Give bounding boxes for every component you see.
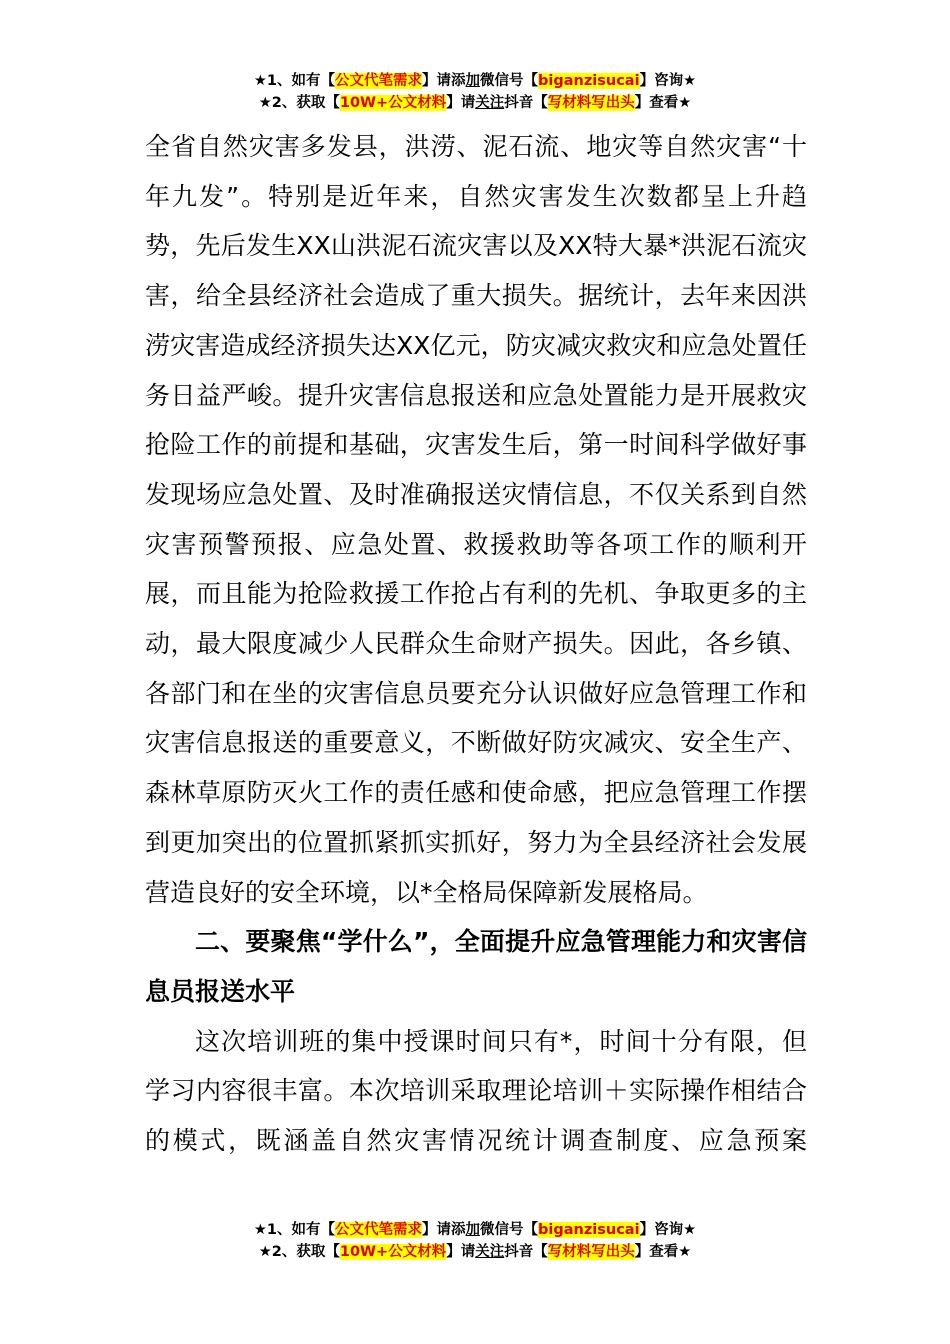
banner-text: 微信号【 <box>480 1222 539 1238</box>
banner-highlight: 公文代笔需求 <box>335 1222 423 1238</box>
document-body <box>145 122 807 1166</box>
body-paragraph: 这次培训班的集中授课时间只有*，时间十分有限，但学习内容很丰富。本次培训采取理论培训＋实际操作相结合的模式，既涵盖自然灾害情况统计调查制度、应急预案 <box>145 1026 807 1156</box>
banner-text: 抖音【 <box>504 1244 548 1260</box>
banner-text: ★2、获取【 <box>258 95 340 111</box>
banner-text: ★1、如有【 <box>253 73 336 89</box>
banner-text: 】请 <box>446 95 476 111</box>
section-heading: 二、要聚焦“学什么”，全面提升应急管理能力和灾害信息员报送水平 <box>145 927 807 1006</box>
banner-text: ★1、如有【 <box>253 1222 336 1238</box>
banner-highlight: 10W+公文材料 <box>339 95 447 111</box>
banner-underline: 关注 <box>475 95 505 111</box>
header-banner <box>0 70 950 114</box>
banner-line-1 <box>0 70 950 92</box>
body-paragraph: 全省自然灾害多发县，洪涝、泥石流、地灾等自然灾害“十年九发”。特别是近年来，自然灾害发生次数都呈上升趋势，先后发生XX山洪泥石流灾害以及XX特大暴*洪泥石流灾害，给全县经济社会造成了重大损失。据统计，去年来因洪涝灾害造成经济损失达XX亿元，防灾减灾救灾和应急处置任务日益严峻。提升灾害信息报送和应急处置能力是开展救灾抢险工作的前提和基础，灾害发生后，第一时间科学做好事发现场应急处置、及时准确报送灾情信息，不仅关系到自然灾害预警预报、应急处置、救援救助等各项工作的顺利开展，而且能为抢险救援工作抢占有利的先机、争取更多的主动，最大限度减少人民群众生命财产损失。因此，各乡镇、各部门和在坐的灾害信息员要充分认识做好应急管理工作和灾害信息报送的重要意义，不断做好防灾减灾、安全生产、森林草原防灭火工作的责任感和使命感，把应急管理工作摆到更加突出的位置抓紧抓实抓好，努力为全县经济社会发展营造良好的安全环境，以*全格局保障新发展格局。 <box>145 132 807 907</box>
banner-douyin-id: 写材料写出头 <box>547 95 635 111</box>
banner-text: ★2、获取【 <box>258 1244 340 1260</box>
banner-highlight: 公文代笔需求 <box>335 73 423 89</box>
banner-text: 】查看★ <box>634 1244 692 1260</box>
banner-wechat-id: biganzisucai <box>538 1222 640 1238</box>
banner-text: 】请添 <box>422 1222 466 1238</box>
footer-banner <box>0 1219 950 1263</box>
banner-text: 】查看★ <box>634 95 692 111</box>
banner-wechat-id: biganzisucai <box>538 73 640 89</box>
banner-underline: 加 <box>465 1222 481 1238</box>
banner-line-1 <box>0 1219 950 1241</box>
banner-text: 】咨询★ <box>639 1222 697 1238</box>
banner-underline: 关注 <box>475 1244 505 1260</box>
banner-text: 】请 <box>446 1244 476 1260</box>
banner-text: 微信号【 <box>480 73 539 89</box>
banner-douyin-id: 写材料写出头 <box>547 1244 635 1260</box>
banner-text: 】请添 <box>422 73 466 89</box>
banner-highlight: 10W+公文材料 <box>339 1244 447 1260</box>
banner-text: 抖音【 <box>504 95 548 111</box>
banner-line-2 <box>0 92 950 114</box>
banner-text: 】咨询★ <box>639 73 697 89</box>
banner-line-2 <box>0 1241 950 1263</box>
banner-underline: 加 <box>465 73 481 89</box>
